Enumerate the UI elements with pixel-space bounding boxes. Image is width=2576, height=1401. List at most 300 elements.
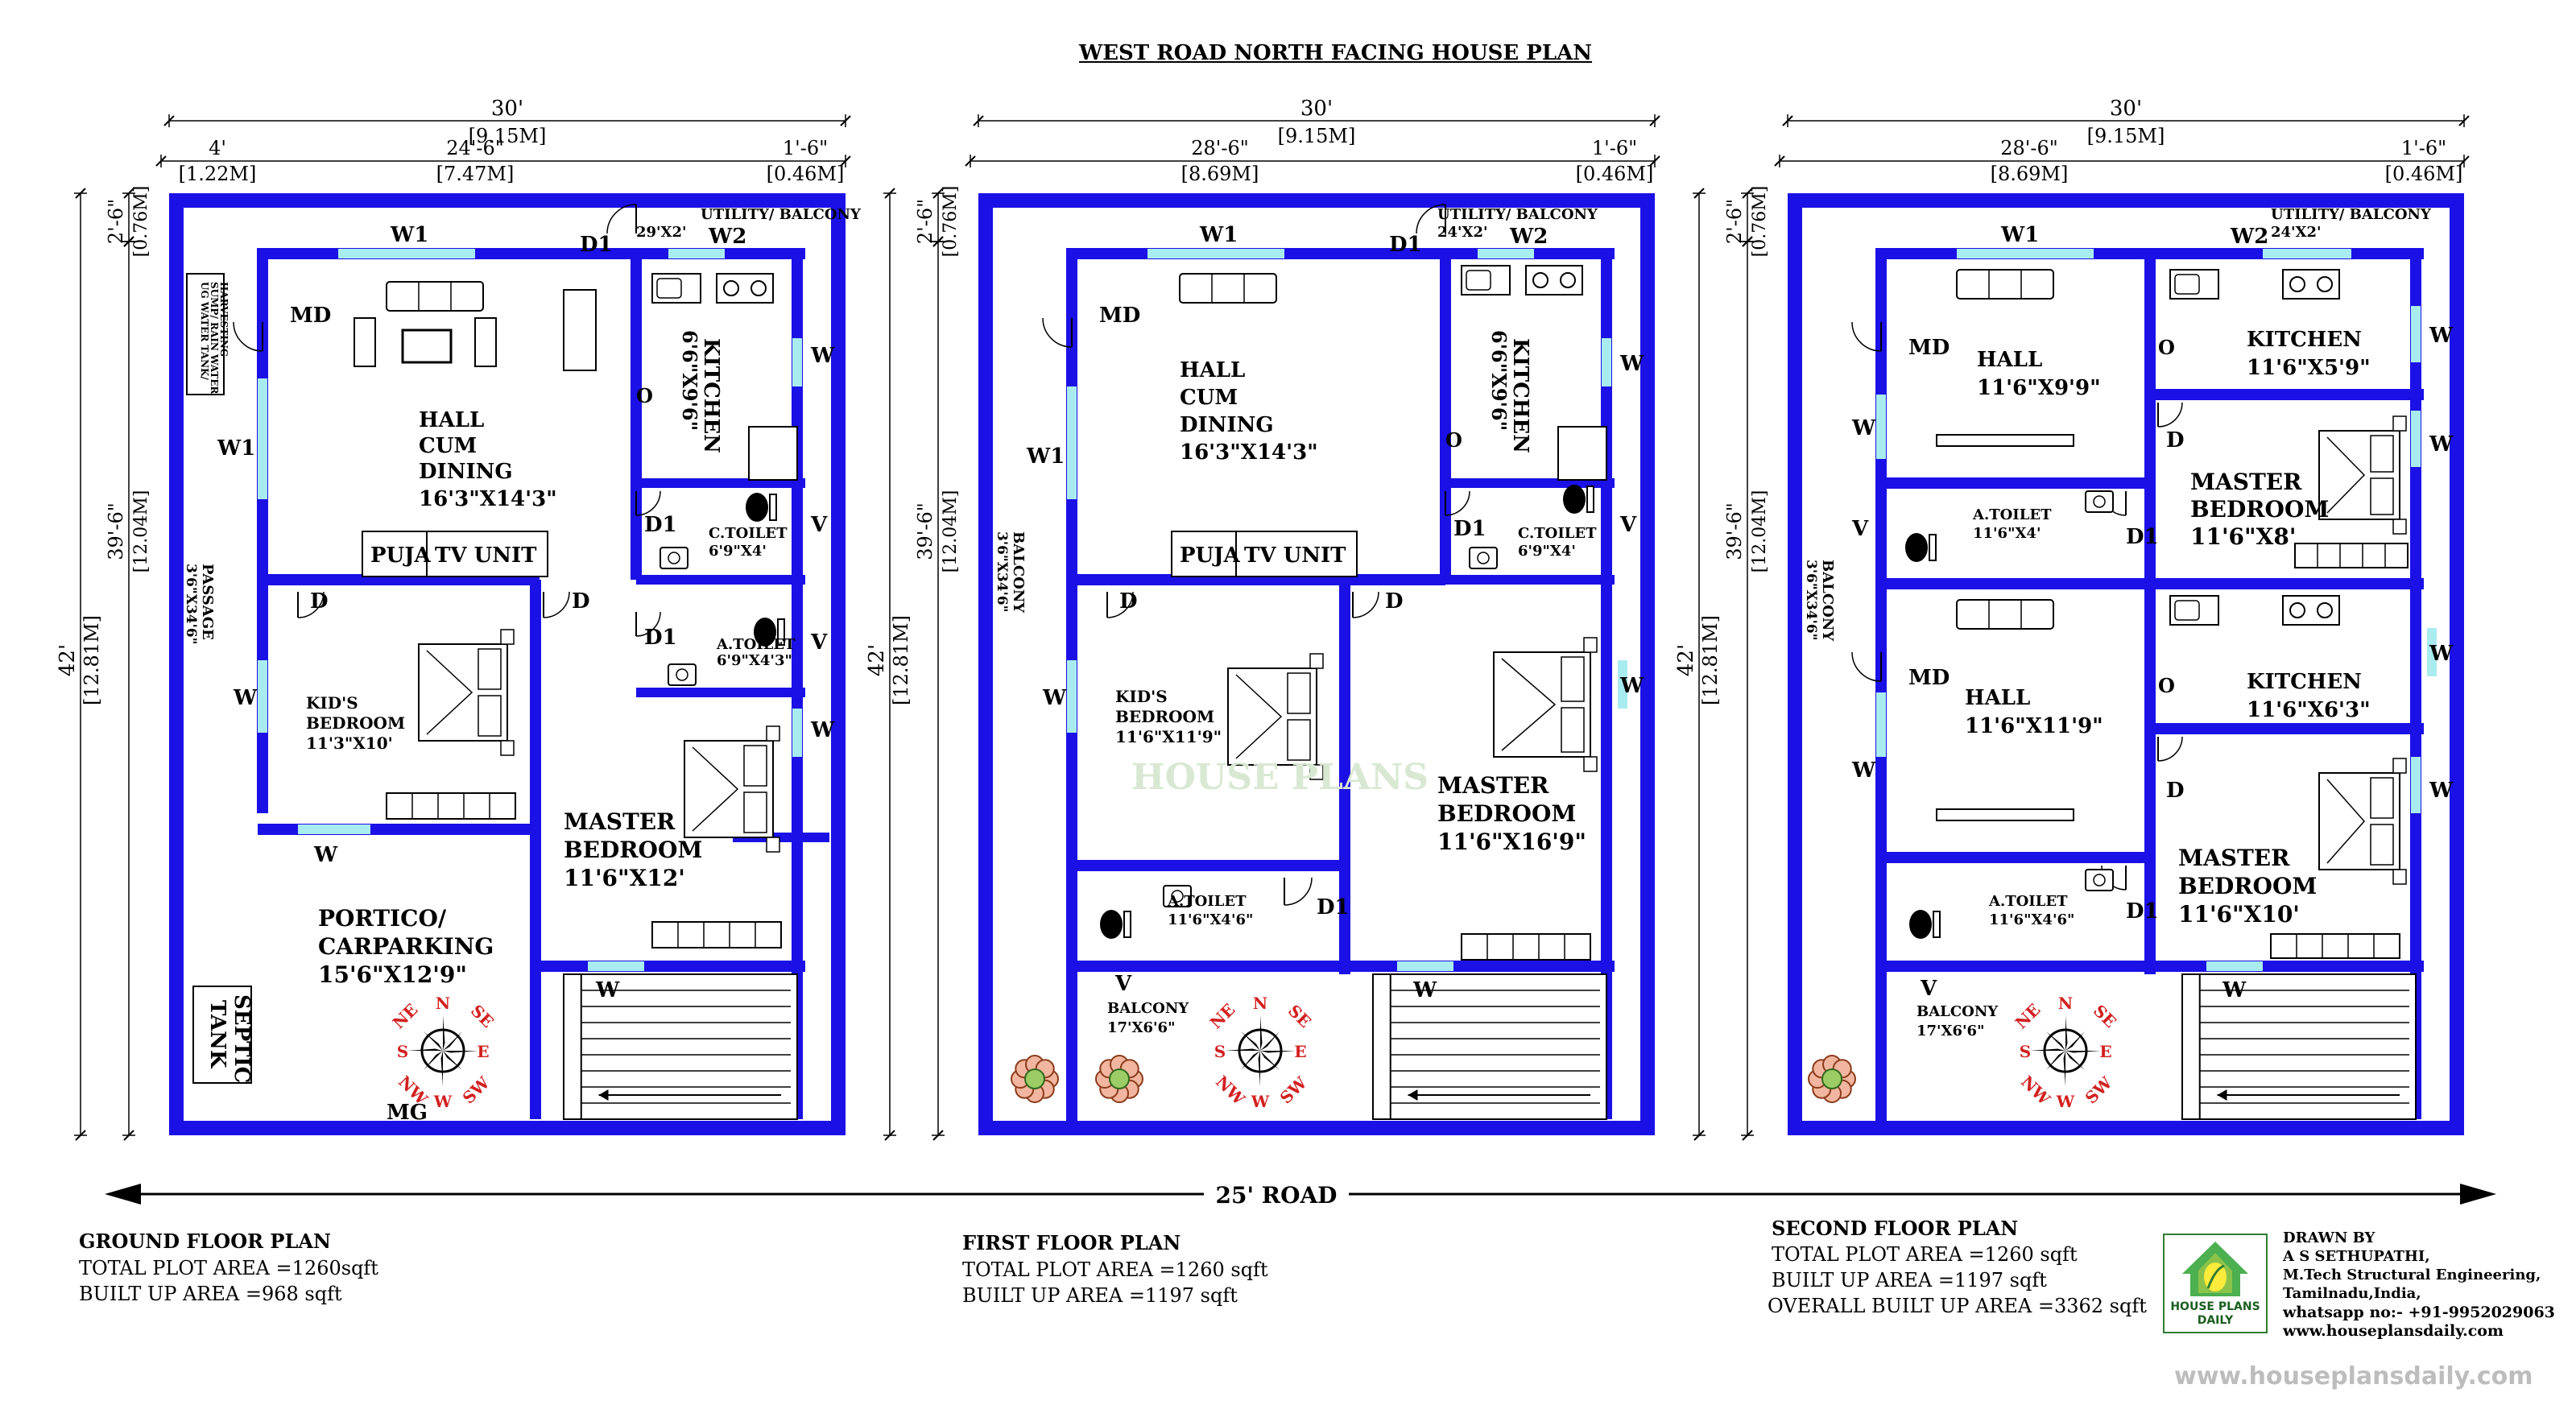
gf-label-puja: PUJA — [370, 543, 431, 568]
compass-e: E — [2099, 1042, 2112, 1061]
sf-label-v1: V — [1852, 517, 1869, 541]
compass-w: W — [1251, 1092, 1270, 1111]
sf-door-master2 — [2158, 737, 2182, 761]
second-floor-info-2: BUILT UP AREA =1197 sqft — [1772, 1269, 2047, 1291]
gf-label-v1: V — [811, 513, 828, 537]
ff-window-kitchen — [1602, 338, 1611, 386]
gf-sump-text-3: HARVESTING — [218, 282, 229, 357]
ff-window-w2 — [1478, 249, 1534, 258]
sf-wall-hall2-bottom — [1876, 852, 2150, 863]
gf-label-w-right2: W — [811, 718, 835, 742]
ff-window-w1-left — [1067, 386, 1077, 499]
gf-label-d-kid: D — [310, 589, 329, 614]
gf-label-portico-2: CARPARKING — [318, 933, 494, 960]
gf-label-w2: W2 — [709, 225, 747, 249]
ff-ctoilet-basin — [1470, 548, 1497, 568]
gf-label-utility-size: 29'X2' — [636, 224, 687, 241]
gf-label-ctoilet: C.TOILET — [709, 525, 788, 542]
ff-sofa — [1180, 274, 1276, 303]
ff-wall-master-bottom — [1345, 961, 1615, 972]
gf-label-hall-2: CUM — [419, 434, 478, 458]
sf-wall-bottom-inner — [1876, 961, 2424, 972]
sf-label-atoilet2: A.TOILET — [1989, 893, 2068, 910]
sf-label-w1-top: W1 — [2001, 223, 2040, 247]
sf-label-hall2-size: 11'6"X11'9" — [1965, 714, 2103, 738]
sf-label-md2: MD — [1908, 666, 1950, 690]
gf-dim-seg1-m: [1.22M] — [178, 163, 257, 185]
gf-wall-kitchen-left — [631, 248, 642, 580]
gf-label-passage: PASSAGE — [199, 564, 216, 640]
sf-label-w-r3: W — [2429, 642, 2454, 666]
compass-e: E — [1294, 1042, 1307, 1061]
ff-plant-1 — [1011, 1056, 1058, 1102]
sf-master2-wardrobe — [2271, 934, 2400, 958]
dim-left-all-m-text: [12.81M] — [890, 614, 912, 706]
road-arrow — [105, 1180, 2496, 1209]
gf-window-stair — [588, 961, 644, 971]
ff-label-md: MD — [1099, 304, 1141, 328]
gf-label-portico-size: 15'6"X12'9" — [318, 961, 467, 988]
ff-label-hall-2: CUM — [1180, 386, 1238, 410]
watermark-url: www.houseplansdaily.com — [2174, 1362, 2533, 1391]
gf-window-kitchen — [792, 338, 802, 386]
gf-compass — [389, 994, 498, 1111]
dim-left-mid-m-text: [12.04M] — [131, 490, 151, 573]
dim-left-mid — [1741, 237, 1754, 1140]
sf-label-atoilet2-size: 11'6"X4'6" — [1989, 911, 2075, 928]
gf-label-kitchen: KITCHEN — [699, 338, 723, 453]
ff-label-d1-at: D1 — [1317, 895, 1350, 920]
ff-label-master-size: 11'6"X16'9" — [1437, 829, 1586, 855]
sf-label-master1: MASTER — [2190, 469, 2302, 495]
plot-bottom-wall — [1788, 1121, 2464, 1135]
sf-window-w1-top — [1957, 249, 2094, 258]
sf-label-o1: O — [2158, 336, 2175, 359]
dim-left-all-text: 42' — [1674, 643, 1698, 677]
sf-label-w-left1: W — [1852, 416, 1876, 440]
gf-label-ctoilet-size: 6'9"X4' — [709, 543, 767, 560]
sf-master1-wardrobe — [2295, 543, 2408, 568]
sf-label-d-m1: D — [2166, 428, 2185, 453]
house-leaf-icon — [2166, 1237, 2264, 1301]
ff-label-tv: TV UNIT — [1244, 543, 1346, 568]
ground-floor-info-2: BUILT UP AREA =968 sqft — [79, 1283, 342, 1305]
sf-kitchen2-sink — [2170, 596, 2218, 625]
ff-label-d-master: D — [1385, 589, 1404, 614]
gf-kitchen-counter — [749, 427, 797, 480]
sf-label-master1b: BEDROOM — [2190, 496, 2330, 523]
ff-label-kid-2: BEDROOM — [1115, 707, 1215, 726]
gf-label-w-right1: W — [811, 344, 835, 368]
first-floor-title: FIRST FLOOR PLAN — [962, 1231, 1181, 1254]
sf-master2-bed — [2319, 758, 2406, 884]
dim-left-top-m-text: [0.76M] — [1750, 185, 1770, 258]
sf-label-w-r1: W — [2429, 324, 2454, 348]
gf-coffee-table — [403, 330, 451, 362]
gf-kid-wardrobe — [387, 793, 515, 819]
gf-label-kitchen-size: 6'6"X9'6" — [678, 330, 701, 432]
gf-ctoilet-wc — [746, 493, 776, 522]
ff-master-bed — [1494, 638, 1597, 771]
gf-wall-master-bottom — [535, 961, 805, 972]
gf-label-tv: TV UNIT — [435, 543, 537, 568]
ff-label-d-kid: D — [1119, 589, 1138, 614]
compass-se: SE — [2089, 1001, 2120, 1032]
sf-label-balcony-side-size: 3'6"X34'6" — [1803, 560, 1819, 641]
gf-kitchen-stove — [717, 274, 773, 303]
sf-label-kitchen2: KITCHEN — [2247, 670, 2362, 694]
sf-label-kitchen1-size: 11'6"X5'9" — [2247, 356, 2371, 380]
dim-top-text: 30' — [1300, 97, 1333, 121]
compass-nw: NW — [2017, 1072, 2054, 1109]
road-arrow-left-icon — [105, 1184, 141, 1205]
gf-dim-seg2-m: [7.47M] — [436, 163, 515, 185]
compass-nw: NW — [395, 1072, 432, 1109]
compass-s: S — [1214, 1042, 1226, 1061]
plot-left-wall — [1788, 193, 1802, 1135]
dim-seg3-text: 1'-6" — [1591, 137, 1638, 159]
sf-compass — [2012, 994, 2120, 1111]
sf-window-hall1 — [1876, 395, 1886, 459]
sf-sofa-2 — [1957, 600, 2053, 629]
ff-label-master-2: BEDROOM — [1437, 800, 1577, 827]
ff-label-kid: KID'S — [1115, 687, 1168, 706]
compass-ne: NE — [1205, 999, 1239, 1033]
sf-wall-left-inner — [1875, 248, 1887, 1135]
compass-w: W — [433, 1092, 453, 1111]
credit-degree: M.Tech Structural Engineering, — [2283, 1267, 2541, 1283]
ff-window-w1-top — [1147, 249, 1284, 258]
ff-label-w-right1: W — [1620, 352, 1644, 376]
plot-left-wall — [978, 193, 993, 1135]
gf-label-kid-2: BEDROOM — [306, 713, 406, 733]
ff-label-ctoilet: C.TOILET — [1518, 525, 1597, 542]
dim-top-m-text: [9.15M] — [1277, 125, 1356, 147]
compass-s: S — [396, 1042, 409, 1061]
ff-kitchen-sink — [1462, 266, 1510, 295]
compass-se: SE — [466, 1001, 498, 1032]
compass-ne: NE — [2011, 999, 2045, 1033]
ff-staircase — [1373, 974, 1606, 1119]
sf-label-w-r4: W — [2429, 779, 2454, 803]
credit-website: www.houseplansdaily.com — [2283, 1322, 2504, 1340]
gf-label-atoilet: A.TOILET — [717, 636, 796, 653]
sf-label-kitchen1: KITCHEN — [2247, 328, 2362, 352]
compass-n: N — [1252, 994, 1268, 1013]
ff-label-v1: V — [1620, 513, 1637, 537]
gf-master-bed — [684, 726, 779, 852]
logo-text-1: HOUSE PLANS — [2170, 1300, 2260, 1313]
sf-label-d-m2: D — [2166, 779, 2185, 803]
gf-dim-seg1: 4' — [209, 137, 226, 159]
dim-left-all-text: 42' — [56, 643, 80, 677]
gf-label-d1-top: D1 — [580, 233, 613, 257]
gf-label-kid: KID'S — [306, 693, 358, 713]
ff-wall-ctoilet-bottom — [1445, 575, 1615, 585]
gf-sump-text-2: SUMP/ RAIN WATER — [209, 282, 220, 395]
second-floor-plan — [1674, 97, 2469, 1140]
gf-label-d1-ct: D1 — [644, 513, 677, 537]
gf-window-w2 — [668, 249, 725, 258]
sf-label-balcony: BALCONY — [1916, 1003, 1999, 1020]
ff-label-v2: V — [1115, 972, 1132, 996]
ff-wall-kid-bottom — [1067, 860, 1349, 871]
ff-label-hall-size: 16'3"X14'3" — [1180, 440, 1318, 465]
sf-wall-kitchen1-bottom — [2150, 389, 2424, 400]
dim-left-mid-m-text: [12.04M] — [941, 490, 961, 573]
gf-door-master — [544, 592, 569, 618]
first-floor-info-1: TOTAL PLOT AREA =1260 sqft — [962, 1258, 1268, 1281]
compass-s: S — [2019, 1042, 2032, 1061]
gf-label-v2: V — [811, 630, 828, 655]
sf-staircase — [2182, 974, 2416, 1119]
dim-top-segments — [965, 155, 1660, 167]
gf-label-master-size: 11'6"X12' — [564, 865, 685, 891]
dim-top-segments — [1775, 155, 2469, 167]
ff-label-w1-top: W1 — [1200, 223, 1238, 247]
sf-label-v2: V — [1921, 977, 1937, 1001]
ff-label-balcony-side-size: 3'6"X34'6" — [994, 531, 1010, 613]
gf-wall-ctoilet-bottom — [636, 575, 805, 585]
sf-dim-seg1: 28'-6" — [2000, 137, 2058, 159]
dim-left-all-m-text: [12.81M] — [81, 614, 103, 706]
sf-wall-center — [2144, 248, 2156, 974]
dim-seg3-m-text: [0.46M] — [1575, 163, 1654, 185]
plot-left-wall — [169, 193, 184, 1135]
logo-text-2: DAILY — [2197, 1314, 2234, 1327]
gf-label-master: MASTER — [564, 808, 676, 835]
gf-master-wardrobe — [652, 922, 781, 948]
ff-label-master: MASTER — [1437, 772, 1549, 799]
brand-logo — [2163, 1234, 2268, 1333]
dim-seg3-text: 1'-6" — [2400, 137, 2447, 159]
gf-label-md: MD — [290, 304, 332, 328]
sf-label-balcony-side: BALCONY — [1819, 560, 1836, 642]
gf-label-w1-left: W1 — [217, 436, 256, 461]
ff-label-kitchen-size: 6'6"X9'6" — [1487, 330, 1511, 432]
road-arrow-right-icon — [2460, 1184, 2496, 1205]
ff-label-kitchen: KITCHEN — [1508, 338, 1532, 453]
gf-kid-bed — [419, 630, 514, 755]
sf-label-balcony-size: 17'X6'6" — [1916, 1023, 1985, 1039]
ff-door-atoilet — [1284, 878, 1312, 905]
gf-sump-text-1: UG WATER TANK/ — [199, 282, 210, 380]
gf-armchair-left — [354, 318, 375, 366]
ff-atoilet-wc — [1100, 910, 1131, 939]
gf-label-septic: SEPTIC — [229, 994, 254, 1084]
gf-label-atoilet-size: 6'9"X4'3" — [717, 652, 792, 669]
plot-bottom-wall — [978, 1121, 1655, 1135]
dim-left-mid-text: 39'-6" — [1723, 502, 1746, 560]
gf-label-hall: HALL — [419, 408, 485, 432]
gf-dim-seg2: 24'-6" — [446, 137, 504, 159]
sf-window-hall2 — [1876, 692, 1886, 757]
compass-w: W — [2056, 1092, 2075, 1111]
sf-wall-mid — [1876, 578, 2424, 589]
gf-label-d-master: D — [572, 589, 590, 614]
sf-master1-bed — [2319, 416, 2406, 534]
dim-left-mid — [122, 237, 135, 1140]
ff-dim-seg1-m: [8.69M] — [1180, 163, 1259, 185]
ff-label-o: O — [1445, 428, 1462, 452]
ff-window-stair — [1397, 961, 1453, 971]
ff-watermark-text: HOUSE PLANS — [1131, 757, 1429, 798]
gf-window-portico — [298, 824, 370, 834]
ff-plant-2 — [1096, 1056, 1143, 1102]
gf-kitchen-sink — [652, 274, 701, 303]
sf-window-master1 — [2411, 411, 2421, 467]
sf-label-md1: MD — [1908, 336, 1950, 360]
sf-kitchen1-stove — [2283, 270, 2339, 299]
gf-label-kid-size: 11'3"X10' — [306, 734, 393, 753]
sf-kitchen2-stove — [2283, 596, 2339, 625]
dim-left-top-text: 2'-6" — [914, 198, 937, 245]
ff-label-puja: PUJA — [1180, 543, 1240, 568]
gf-label-w-kid: W — [234, 686, 258, 710]
gf-atoilet-basin — [668, 664, 696, 685]
ff-label-balcony-size: 17'X6'6" — [1107, 1019, 1176, 1036]
credit-name: A S SETHUPATHI, — [2283, 1248, 2430, 1265]
dim-seg3-text: 1'-6" — [782, 137, 829, 159]
ff-label-atoilet-size: 11'6"X4'6" — [1168, 911, 1254, 928]
dim-top-text: 30' — [2109, 97, 2143, 121]
compass-nw: NW — [1212, 1072, 1249, 1109]
second-floor-title: SECOND FLOOR PLAN — [1772, 1217, 2019, 1240]
road-label: 25' ROAD — [1215, 1182, 1338, 1209]
sf-label-master2b: BEDROOM — [2178, 873, 2318, 899]
compass-n: N — [435, 994, 451, 1013]
dim-left-all-text: 42' — [865, 643, 889, 677]
sf-label-d1a: D1 — [2126, 525, 2159, 549]
ff-wall-atoilet-bottom — [1067, 961, 1349, 972]
gf-ctoilet-basin — [660, 548, 688, 568]
sf-label-o2: O — [2158, 674, 2175, 697]
gf-label-d1-at: D1 — [644, 626, 677, 650]
gf-label-w-stair: W — [596, 978, 620, 1002]
dim-top-m-text: [9.15M] — [468, 125, 547, 147]
sf-dim-seg1-m: [8.69M] — [1990, 163, 2069, 185]
ff-label-w-right2: W — [1620, 674, 1644, 698]
plot-right-wall — [1640, 193, 1655, 1135]
sf-label-d1b: D1 — [2126, 899, 2159, 924]
gf-window-kid — [258, 660, 267, 733]
dim-left-mid-m-text: [12.04M] — [1750, 490, 1770, 573]
sf-atoilet1-basin — [2086, 491, 2113, 512]
sf-window-stair — [2206, 961, 2263, 971]
compass-e: E — [477, 1042, 490, 1061]
dim-left-all-m-text: [12.81M] — [1699, 614, 1722, 706]
sf-label-master2-size: 11'6"X10' — [2178, 901, 2300, 928]
sf-plant-1 — [1809, 1056, 1855, 1102]
sf-label-utility: UTILITY/ BALCONY — [2271, 206, 2431, 223]
sf-kitchen1-sink — [2170, 270, 2218, 299]
sf-window-w2 — [2263, 249, 2351, 258]
sf-label-w-left2: W — [1852, 758, 1876, 783]
ff-label-utility: UTILITY/ BALCONY — [1437, 206, 1598, 223]
sf-label-master1-size: 11'6"X8' — [2190, 523, 2297, 550]
sheet-title: WEST ROAD NORTH FACING HOUSE PLAN — [1079, 41, 1593, 65]
sf-window-kitchen1 — [2411, 306, 2421, 362]
gf-label-septic-2: TANK — [205, 1000, 229, 1068]
ff-compass — [1206, 994, 1315, 1111]
gf-door-d1-top — [607, 205, 636, 234]
gf-armchair-right — [475, 318, 496, 366]
sf-label-w2: W2 — [2231, 225, 2269, 249]
ff-label-d1-ct: D1 — [1453, 517, 1486, 541]
dim-left-mid-text: 39'-6" — [914, 502, 937, 560]
ff-kitchen-counter — [1558, 427, 1606, 480]
gf-label-passage-size: 3'6"X34'6" — [183, 564, 199, 645]
sf-tv-unit-1 — [1937, 435, 2074, 446]
ground-floor-title: GROUND FLOOR PLAN — [79, 1229, 331, 1253]
gf-label-o: O — [636, 384, 653, 407]
ff-label-w-kid: W — [1043, 686, 1067, 710]
gf-sofa — [387, 282, 483, 311]
sf-label-utility-size: 24'X2' — [2271, 224, 2322, 241]
credit-whatsapp: whatsapp no:- +91-9952029063 — [2283, 1304, 2555, 1321]
compass-sw: SW — [458, 1072, 494, 1108]
ff-label-w1-left: W1 — [1027, 444, 1065, 469]
ff-label-hall-3: DINING — [1180, 413, 1274, 437]
ff-door-master — [1353, 592, 1379, 618]
gf-wall-atoilet-bottom — [636, 688, 805, 697]
sf-label-w-stair: W — [2222, 978, 2247, 1002]
credit-place: Tamilnadu,India, — [2283, 1285, 2421, 1302]
ff-label-hall: HALL — [1180, 358, 1246, 382]
first-floor-plan — [865, 97, 1660, 1140]
sf-sofa-1 — [1957, 270, 2053, 299]
ff-label-balcony: BALCONY — [1107, 1000, 1189, 1017]
second-floor-info-1: TOTAL PLOT AREA =1260 sqft — [1772, 1243, 2078, 1266]
ff-label-d1-top: D1 — [1389, 233, 1422, 257]
dim-top-m-text: [9.15M] — [2086, 125, 2165, 147]
sf-door-master1 — [2158, 403, 2182, 427]
sf-atoilet2-wc — [1909, 910, 1940, 939]
sf-label-hall1: HALL — [1977, 348, 2043, 372]
sf-wall-hall1-bottom — [1876, 477, 2150, 489]
first-floor-info-2: BUILT UP AREA =1197 sqft — [962, 1284, 1238, 1307]
dim-left-mid-text: 39'-6" — [105, 502, 127, 560]
dim-seg3-m-text: [0.46M] — [2384, 163, 2463, 185]
gf-label-master-2: BEDROOM — [564, 837, 703, 863]
gf-label-w1-top: W1 — [391, 223, 429, 247]
ff-ctoilet-wc — [1563, 485, 1594, 514]
compass-se: SE — [1284, 1001, 1315, 1032]
gf-label-hall-size: 16'3"X14'3" — [419, 487, 557, 511]
ff-wall-kitchen-left — [1440, 248, 1451, 580]
sf-label-master2: MASTER — [2178, 845, 2290, 871]
ff-label-w-stair: W — [1413, 978, 1437, 1002]
sf-wall-kitchen2-bottom — [2150, 723, 2424, 734]
gf-label-utility: UTILITY/ BALCONY — [701, 206, 861, 223]
compass-ne: NE — [388, 999, 422, 1033]
gf-label-hall-3: DINING — [419, 460, 513, 484]
ground-floor-plan — [56, 97, 862, 1140]
sf-atoilet2-basin — [2086, 870, 2113, 891]
gf-window-master — [792, 709, 802, 757]
gf-window-w1-left — [258, 378, 267, 499]
sf-label-w-r2: W — [2429, 432, 2454, 457]
ff-kitchen-stove — [1526, 266, 1582, 295]
gf-dining-table — [564, 290, 596, 370]
dim-left-mid — [932, 237, 945, 1140]
sf-label-atoilet1: A.TOILET — [1973, 506, 2052, 523]
second-floor-info-3: OVERALL BUILT UP AREA =3362 sqft — [1768, 1295, 2147, 1317]
ff-window-kid — [1067, 660, 1077, 733]
sf-label-hall2: HALL — [1965, 686, 2031, 710]
sf-label-hall1-size: 11'6"X9'9" — [1977, 376, 2101, 400]
gf-label-mg: MG — [387, 1101, 428, 1125]
